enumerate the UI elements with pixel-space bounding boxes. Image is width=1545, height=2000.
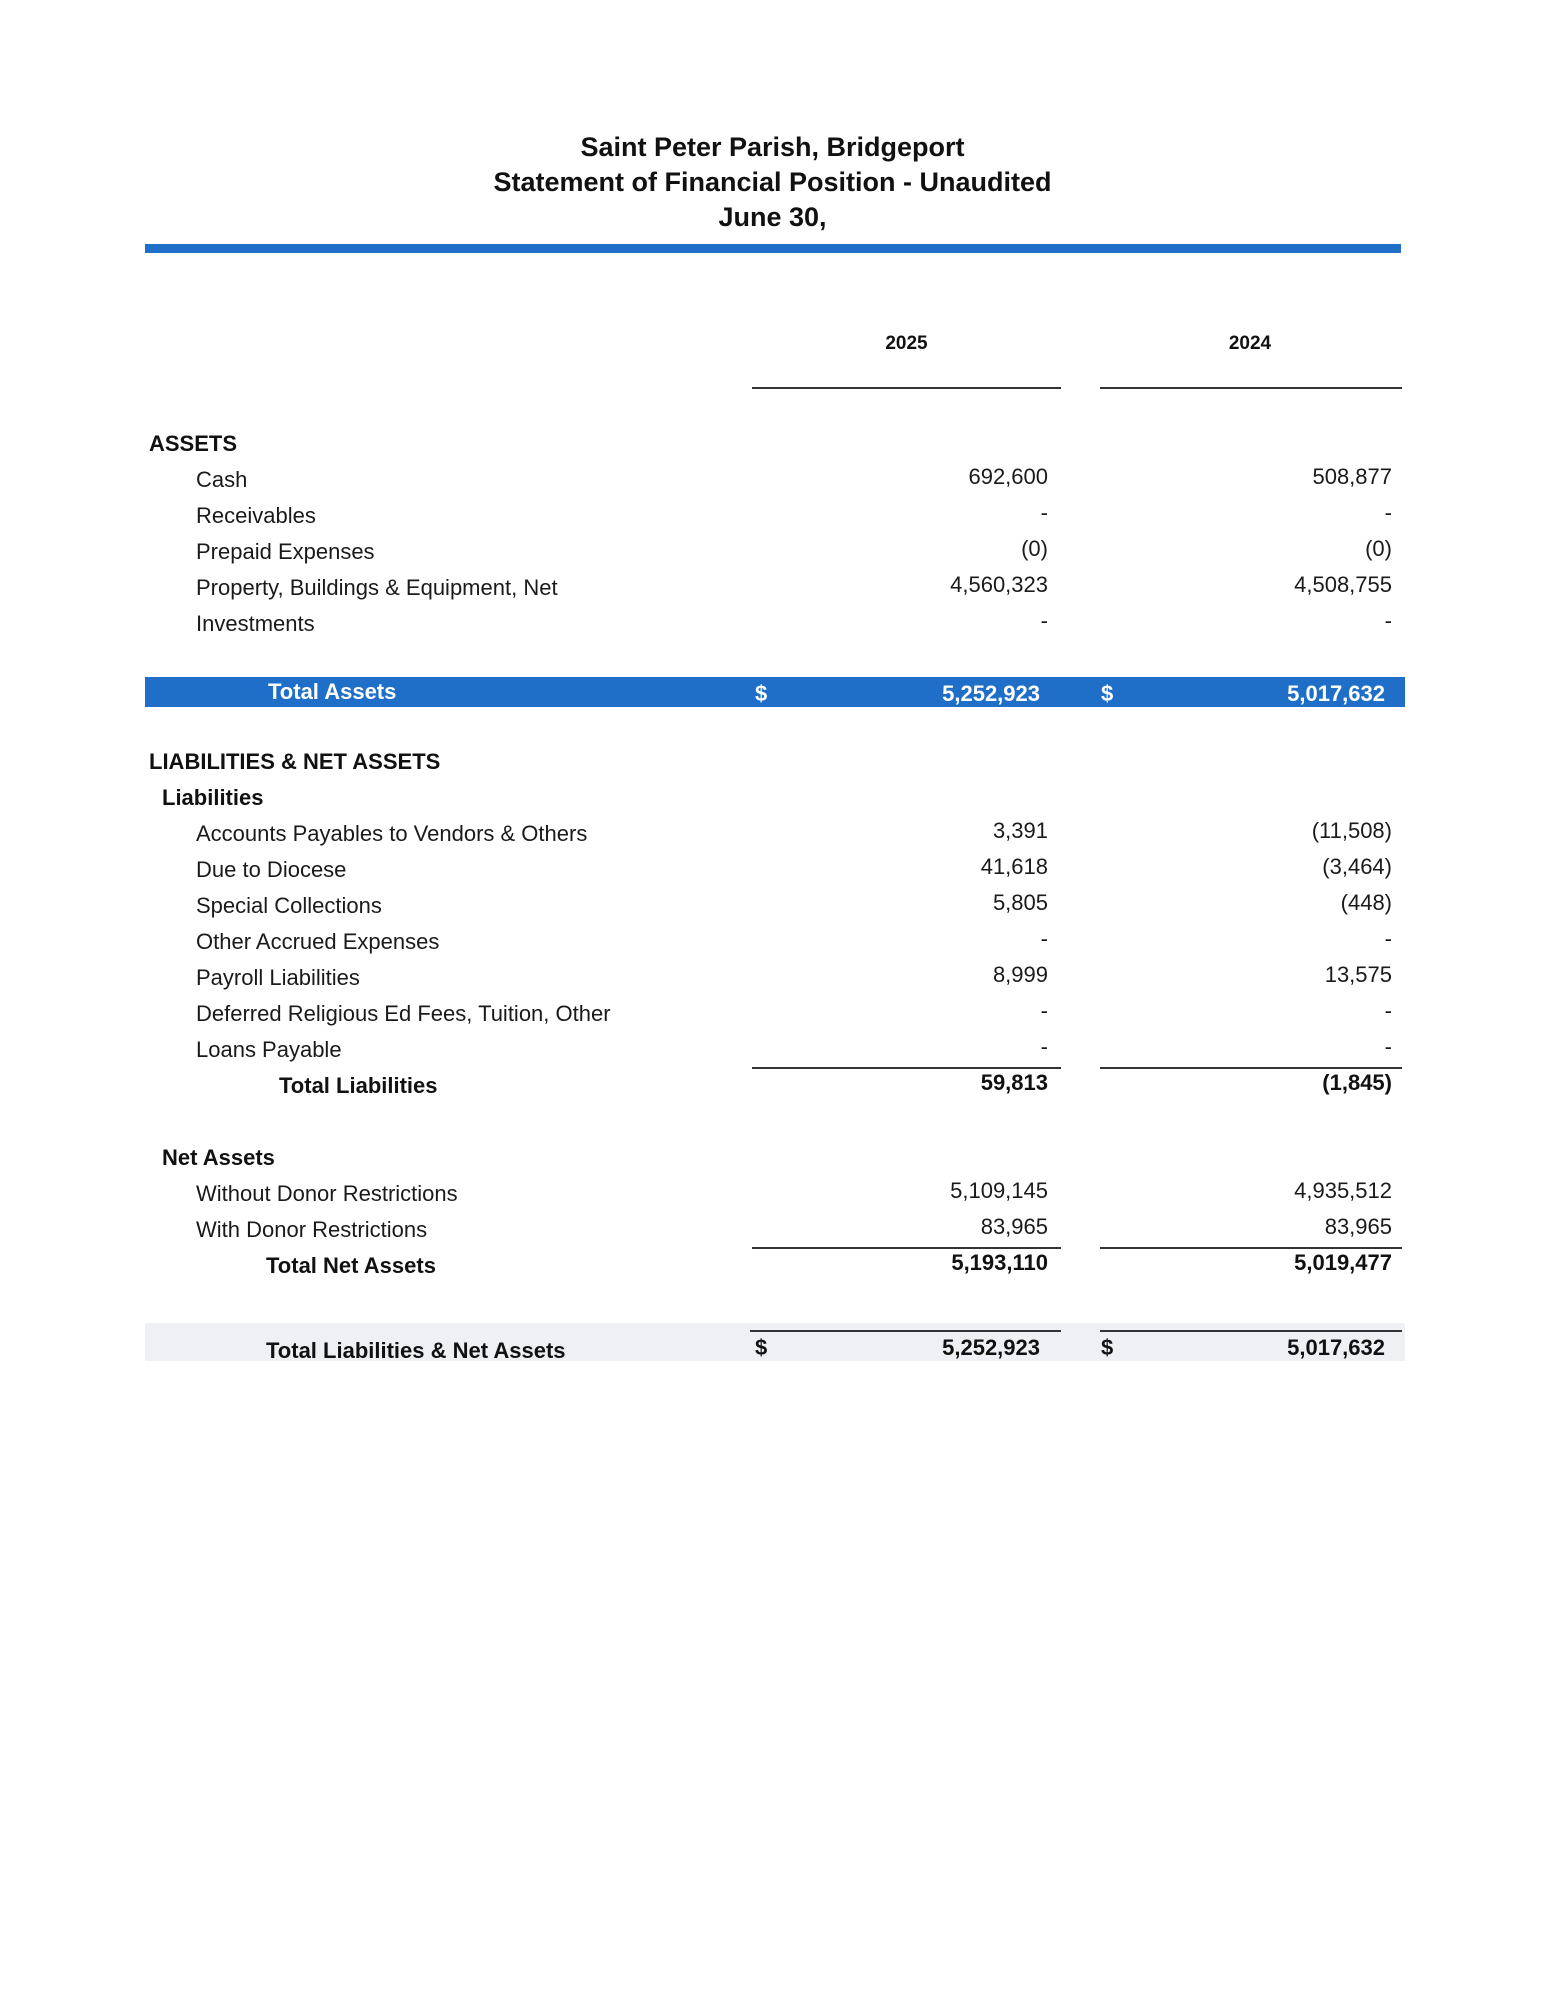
value-2024: (448) [1340, 890, 1392, 915]
value-2025: 3,391 [992, 818, 1048, 843]
row-label: Prepaid Expenses [196, 539, 375, 564]
value-2024: - [1384, 608, 1392, 633]
currency-symbol-2024: $ [1101, 1335, 1114, 1360]
value-2024: 4,508,755 [1294, 572, 1392, 597]
column-header-underline-2024 [1100, 387, 1402, 389]
row-label: Cash [196, 467, 248, 492]
net-assets-subheading: Net Assets [162, 1145, 275, 1170]
value-2025: - [1040, 500, 1048, 525]
value-2024: 83,965 [1324, 1214, 1392, 1239]
value-2024: (3,464) [1322, 854, 1392, 879]
value-2025: 692,600 [968, 464, 1048, 489]
row-label: Deferred Religious Ed Fees, Tuition, Other [196, 1001, 611, 1026]
row-label: Property, Buildings & Equipment, Net [196, 575, 558, 600]
value-2025: 5,805 [992, 890, 1048, 915]
value-2025: 4,560,323 [950, 572, 1048, 597]
organization-name: Saint Peter Parish, Bridgeport [580, 132, 965, 162]
statement-date: June 30, [718, 202, 827, 232]
assets-heading: ASSETS [149, 431, 238, 456]
column-header-2025: 2025 [885, 333, 928, 354]
value-2024: - [1384, 500, 1392, 525]
value-2025: - [1040, 926, 1048, 951]
row-label: Other Accrued Expenses [196, 929, 440, 954]
header-divider [145, 244, 1401, 253]
column-header-2024: 2024 [1228, 333, 1272, 354]
grand-total-rule-2025 [750, 1330, 1061, 1332]
value-2025: - [1040, 1034, 1048, 1059]
total-net-assets-label: Total Net Assets [266, 1253, 436, 1278]
currency-symbol-2024: $ [1101, 681, 1114, 706]
value-2024: 508,877 [1312, 464, 1392, 489]
value-2024: (11,508) [1311, 818, 1392, 843]
row-label: Special Collections [196, 893, 382, 918]
column-header-underline-2025 [752, 387, 1061, 389]
value-2025: 41,618 [980, 854, 1048, 879]
total-net-assets-2025: 5,193,110 [951, 1250, 1048, 1275]
value-2025: (0) [1021, 536, 1048, 561]
liabilities-net-assets-heading: LIABILITIES & NET ASSETS [149, 749, 441, 774]
grand-total-2025: 5,252,923 [942, 1335, 1040, 1360]
liabilities-subheading: Liabilities [162, 785, 264, 810]
row-label: Receivables [196, 503, 316, 528]
value-2025: - [1040, 608, 1048, 633]
value-2024: (0) [1365, 536, 1392, 561]
value-2024: 13,575 [1324, 962, 1392, 987]
value-2025: 5,109,145 [950, 1178, 1048, 1203]
currency-symbol-2025: $ [755, 681, 768, 706]
value-2024: - [1384, 1034, 1392, 1059]
row-label: Accounts Payables to Vendors & Others [196, 821, 588, 846]
total-liabilities-label: Total Liabilities [279, 1073, 438, 1098]
currency-symbol-2025: $ [755, 1335, 768, 1360]
row-label: Without Donor Restrictions [196, 1181, 458, 1206]
grand-total-rule-2024 [1100, 1330, 1402, 1332]
row-label: Due to Diocese [196, 857, 347, 882]
grand-total-2024: 5,017,632 [1287, 1335, 1385, 1360]
value-2025: 8,999 [992, 962, 1048, 987]
total-liabilities-2024: (1,845) [1322, 1070, 1392, 1095]
row-label: Payroll Liabilities [196, 965, 360, 990]
row-label: Investments [196, 611, 315, 636]
total-liabilities-2025: 59,813 [980, 1070, 1048, 1095]
statement-title: Statement of Financial Position - Unaudited [493, 167, 1052, 197]
value-2025: - [1040, 998, 1048, 1023]
value-2024: - [1384, 998, 1392, 1023]
row-label: Loans Payable [196, 1037, 342, 1062]
total-assets-2025: 5,252,923 [942, 681, 1040, 706]
total-assets-2024: 5,017,632 [1287, 681, 1385, 706]
row-label: With Donor Restrictions [196, 1217, 428, 1242]
value-2025: 83,965 [980, 1214, 1048, 1239]
total-net-assets-2024: 5,019,477 [1294, 1250, 1392, 1275]
value-2024: 4,935,512 [1294, 1178, 1392, 1203]
value-2024: - [1384, 926, 1392, 951]
total-assets-label: Total Assets [268, 679, 397, 704]
grand-total-label: Total Liabilities & Net Assets [266, 1338, 566, 1363]
